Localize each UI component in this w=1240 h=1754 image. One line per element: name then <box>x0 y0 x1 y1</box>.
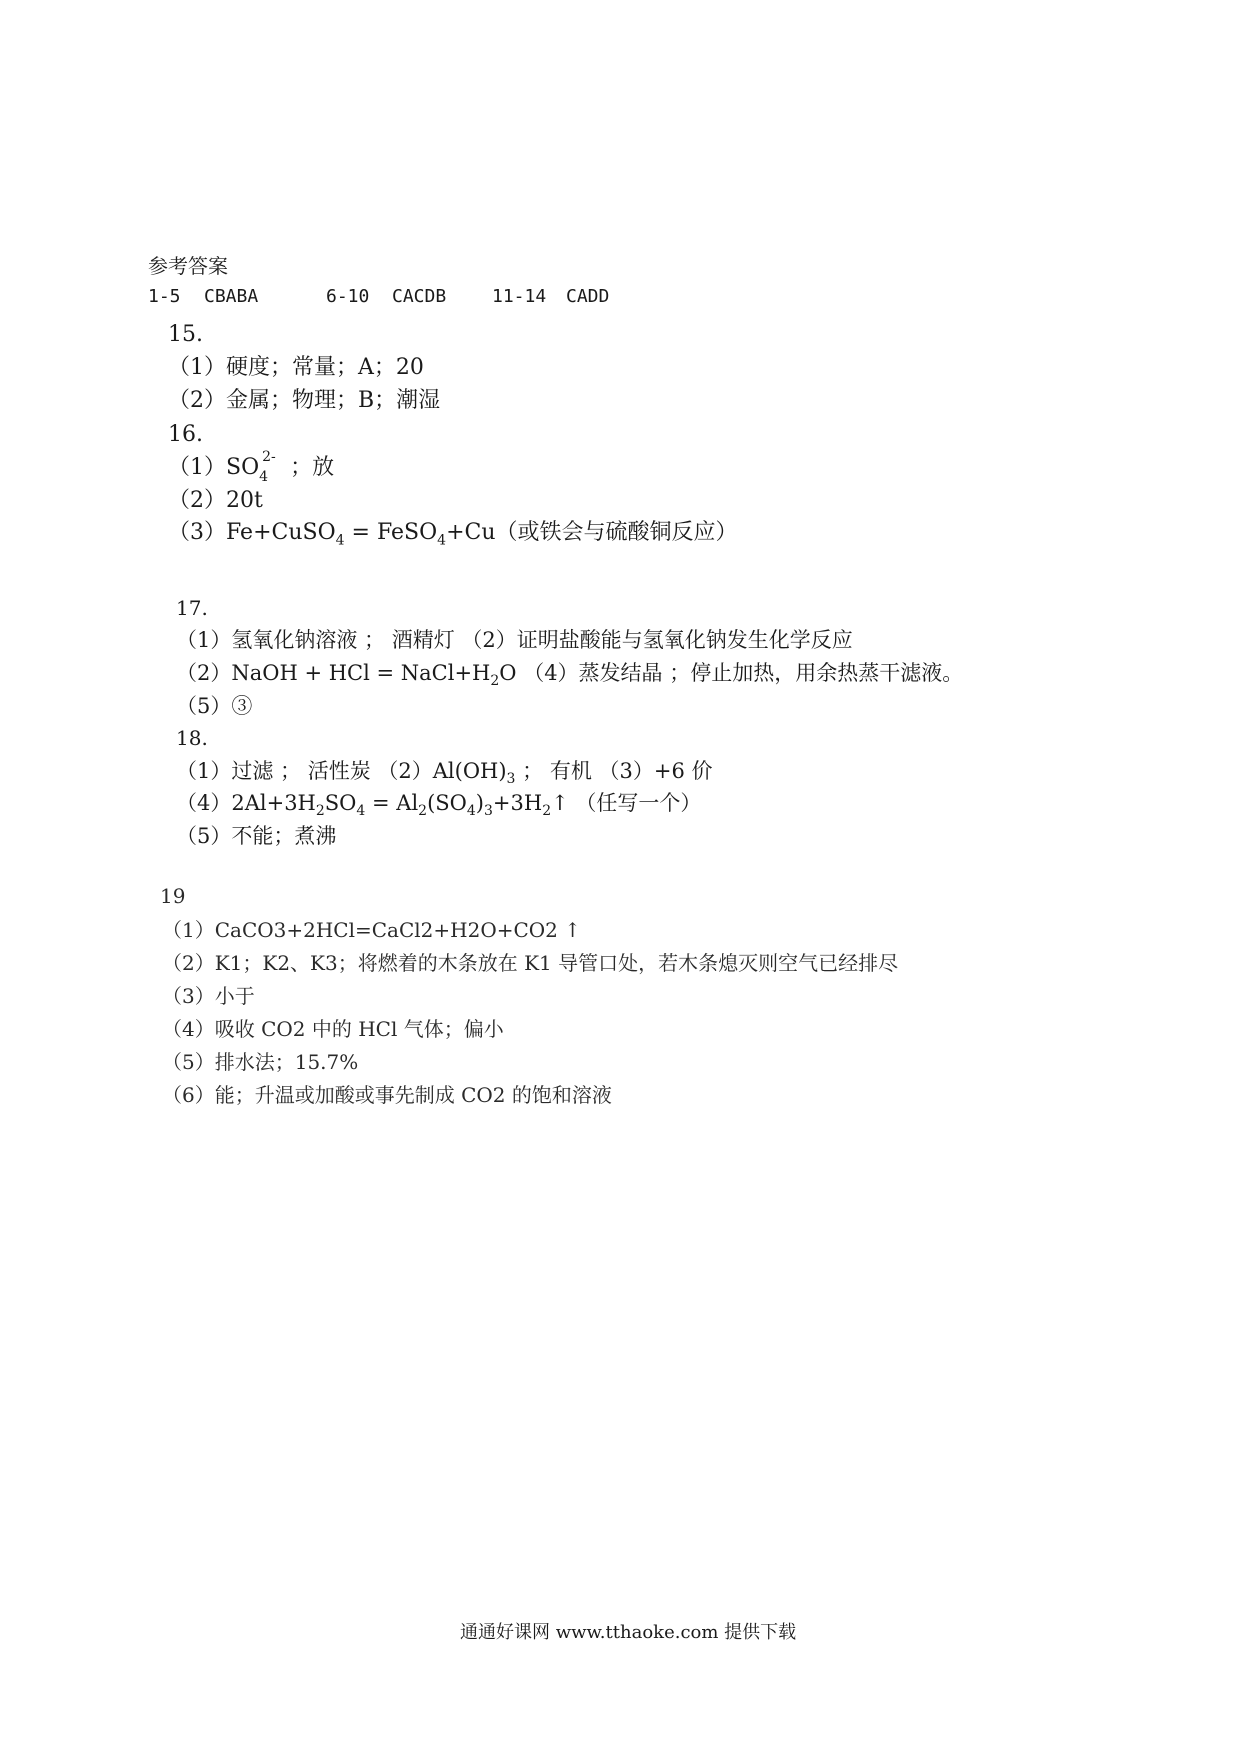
formula-superscript: 2- <box>262 449 276 465</box>
answer-line: （1）硬度；常量；A；20 <box>168 355 424 380</box>
formula-subscript: 2 <box>418 803 428 820</box>
question-number: 15. <box>168 322 203 347</box>
mc-answers-1: CBABA <box>204 286 259 307</box>
formula-text: = Al <box>365 791 419 815</box>
formula-text: O （4）蒸发结晶 ；停止加热，用余热蒸干滤液。 <box>499 661 964 685</box>
question-number: 16. <box>168 422 203 447</box>
mc-answers-2: CACDB <box>392 286 447 307</box>
answer-line: （2）K1；K2、K3；将燃着的木条放在 K1 导管口处，若木条熄灭则空气已经排尽 <box>162 951 899 975</box>
question-number: 18. <box>176 726 208 750</box>
answer-line: （2）20t <box>168 488 263 513</box>
formula-text: （4）2Al+3H <box>176 791 316 815</box>
multiple-choice-keys <box>148 288 609 306</box>
answer-line: （3）小于 <box>162 984 255 1008</box>
mc-range-1: 1-5 <box>148 286 181 307</box>
answer-heading: 参考答案 <box>148 254 228 278</box>
formula-subscript: 2 <box>490 673 500 690</box>
formula-subscript: 2 <box>542 803 552 820</box>
mc-answers-3: CADD <box>566 286 610 307</box>
formula-text: ↑ （任写一个） <box>551 791 702 815</box>
answer-line: （5）③ <box>176 694 253 718</box>
formula-text: +3H <box>492 791 543 815</box>
answer-line: （5）排水法；15.7% <box>162 1050 359 1074</box>
answer-line: （4）吸收 CO2 中的 HCl 气体；偏小 <box>162 1017 504 1041</box>
mc-range-3: 11-14 <box>492 286 547 307</box>
formula-subscript: 4 <box>259 469 269 485</box>
formula-text: SO <box>324 791 357 815</box>
question-number: 17. <box>176 596 208 620</box>
formula-text: +Cu（或铁会与硫酸铜反应） <box>446 520 738 545</box>
formula-text: （1）过滤 ； 活性炭 （2）Al(OH) <box>176 759 507 783</box>
formula-subscript: 4 <box>437 532 447 549</box>
page-footer: 通通好课网 www.tthaoke.com 提供下载 <box>460 1622 797 1643</box>
formula-subscript: 4 <box>356 803 366 820</box>
question-number: 19 <box>160 884 186 908</box>
formula-text: （3）Fe+CuSO <box>168 520 336 545</box>
formula-subscript: 2 <box>315 803 325 820</box>
formula-text: = FeSO <box>344 520 438 545</box>
answer-line <box>176 793 701 818</box>
answer-line: （6）能；升温或加酸或事先制成 CO2 的饱和溶液 <box>162 1083 612 1107</box>
formula-text: （1）SO <box>168 455 260 480</box>
answer-line: （2）金属；物理；B；潮湿 <box>168 388 441 413</box>
formula-text: (SO <box>427 791 467 815</box>
formula-subscript: 3 <box>484 803 493 820</box>
formula-text: ) <box>475 791 484 815</box>
formula-text: ；放 <box>283 455 335 480</box>
formula-subscript: 4 <box>466 803 476 820</box>
formula-subscript: 4 <box>335 532 345 549</box>
formula-text: ； 有机 （3）+6 价 <box>515 759 713 783</box>
formula-text: （2）NaOH + HCl = NaCl+H <box>176 661 491 685</box>
mc-range-2: 6-10 <box>326 286 370 307</box>
answer-line: （5）不能；煮沸 <box>176 824 337 848</box>
answer-line: （1）氢氧化钠溶液 ； 酒精灯 （2）证明盐酸能与氢氧化钠发生化学反应 <box>176 628 853 652</box>
answer-line <box>168 522 738 547</box>
answer-line <box>176 663 963 688</box>
answer-line <box>168 449 335 485</box>
answer-line <box>176 761 713 786</box>
answer-line: （1）CaCO3+2HCl=CaCl2+H2O+CO2 ↑ <box>162 918 582 942</box>
formula-subscript: 3 <box>506 771 516 788</box>
